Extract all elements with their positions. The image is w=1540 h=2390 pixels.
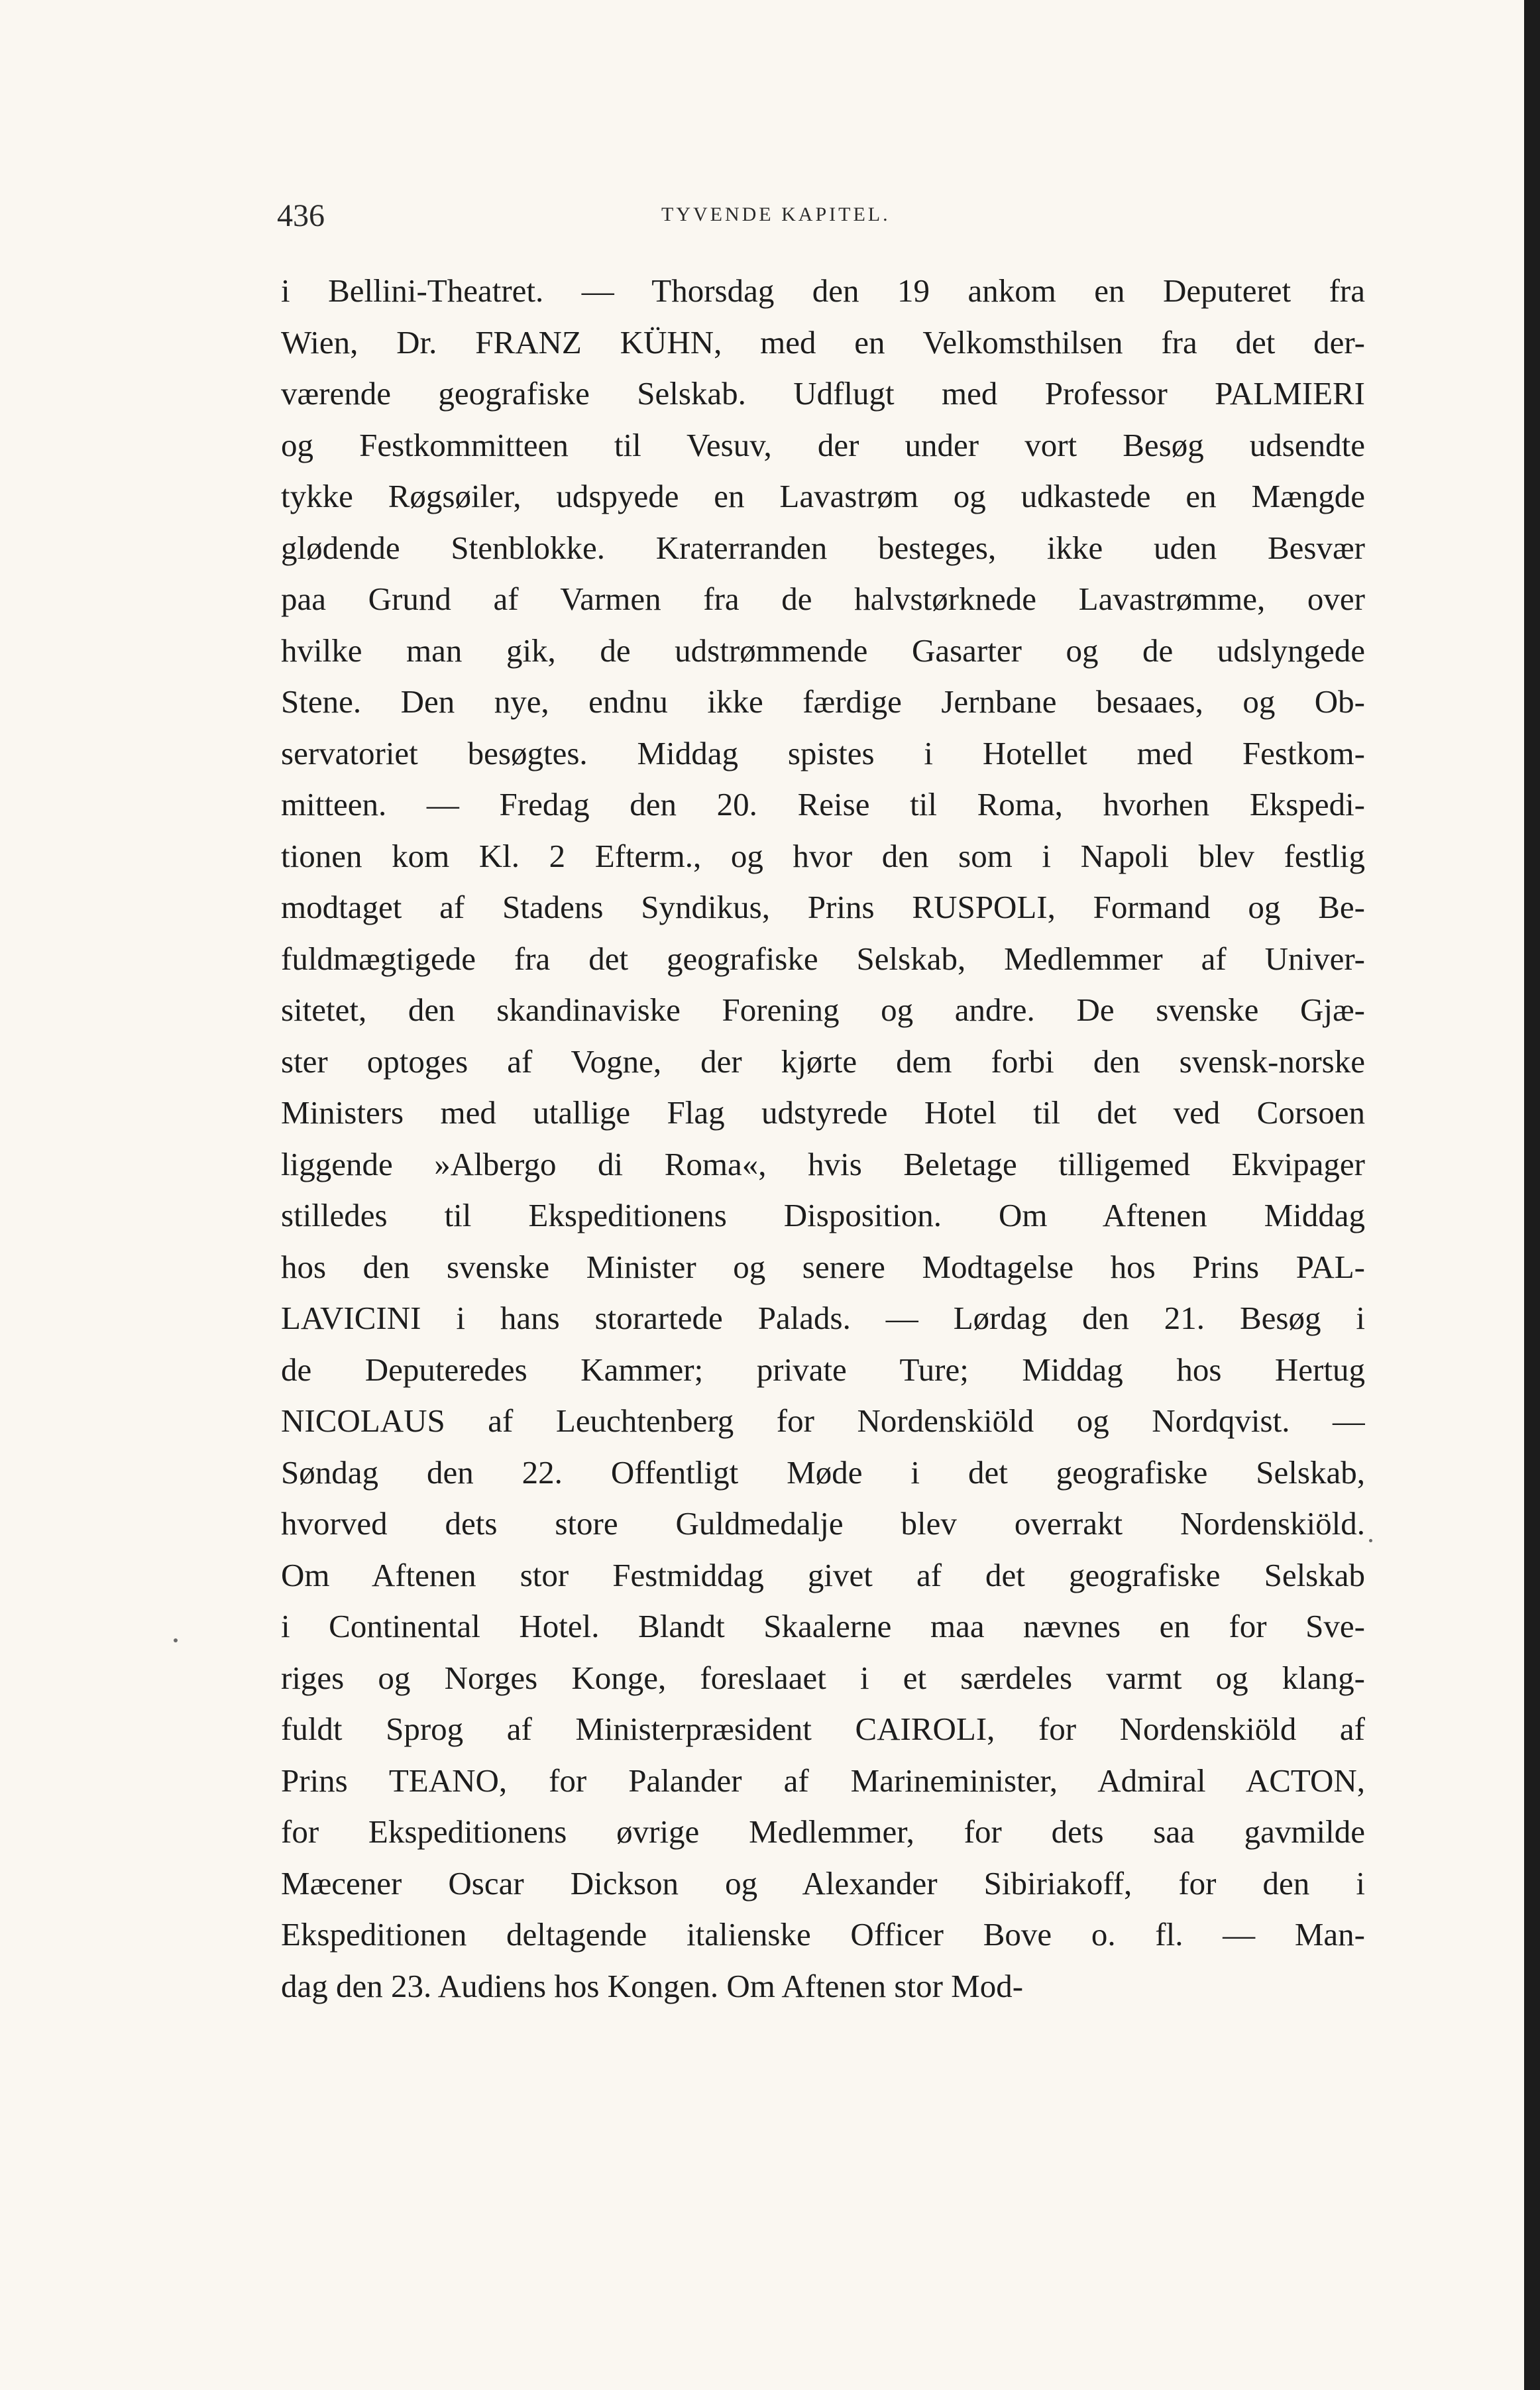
- text-line: hvorved dets store Guldmedalje blev overrakt Nordenskiöld.: [281, 1505, 1365, 1542]
- text-line: og Festkommitteen til Vesuv, der under vort Besøg udsendte: [281, 426, 1365, 463]
- text-line: hos den svenske Minister og senere Modtagelse hos Prins PAL-: [281, 1248, 1365, 1285]
- paper-speck: [1369, 1539, 1372, 1542]
- text-line: værende geografiske Selskab. Udflugt med Professor PALMIERI: [281, 375, 1365, 412]
- text-line: Om Aftenen stor Festmiddag givet af det geografiske Selskab: [281, 1556, 1365, 1593]
- text-line: paa Grund af Varmen fra de halvstørknede Lavastrømme, over: [281, 581, 1365, 617]
- text-line: servatoriet besøgtes. Middag spistes i Hotellet med Festkom-: [281, 734, 1365, 771]
- text-line: Søndag den 22. Offentligt Møde i det geografiske Selskab,: [281, 1453, 1365, 1491]
- text-line: for Ekspeditionens øvrige Medlemmer, for dets saa gavmilde: [281, 1813, 1365, 1850]
- text-line: riges og Norges Konge, foreslaaet i et særdeles varmt og klang-: [281, 1659, 1365, 1696]
- text-line: Mæcener Oscar Dickson og Alexander Sibiriakoff, for den i: [281, 1864, 1365, 1902]
- text-line: Wien, Dr. FRANZ KÜHN, med en Velkomsthilsen fra det der-: [281, 323, 1365, 361]
- text-line: tykke Røgsøiler, udspyede en Lavastrøm og udkastede en Mængde: [281, 478, 1365, 514]
- paper-speck: [174, 1638, 178, 1642]
- text-line: mitteen. — Fredag den 20. Reise til Roma, hvorhen Ekspedi-: [281, 786, 1365, 823]
- text-line: Ekspeditionen deltagende italienske Officer Bove o. fl. — Man-: [281, 1916, 1365, 1953]
- page-number: 436: [277, 198, 325, 233]
- text-line: LAVICINI i hans storartede Palads. — Lørdag den 21. Besøg i: [281, 1300, 1365, 1336]
- text-line: Stene. Den nye, endnu ikke færdige Jernbane besaaes, og Ob-: [281, 683, 1365, 720]
- text-line: fuldmægtigede fra det geografiske Selskab, Medlemmer af Univer-: [281, 940, 1365, 977]
- text-line: sitetet, den skandinaviske Forening og andre. De svenske Gjæ-: [281, 992, 1365, 1028]
- running-head: TYVENDE KAPITEL.: [661, 203, 891, 225]
- text-line: fuldt Sprog af Ministerpræsident CAIROLI, for Nordenskiöld af: [281, 1711, 1365, 1747]
- text-line: stilledes til Ekspeditionens Disposition. Om Aftenen Middag: [281, 1197, 1365, 1233]
- text-line: i Continental Hotel. Blandt Skaalerne maa nævnes en for Sve-: [281, 1608, 1365, 1644]
- page-header: [277, 196, 1370, 236]
- text-line: dag den 23. Audiens hos Kongen. Om Aftenen stor Mod-: [281, 1967, 1024, 2004]
- text-line: NICOLAUS af Leuchtenberg for Nordenskiöld og Nordqvist. —: [281, 1402, 1365, 1439]
- body-text: [281, 265, 1365, 2108]
- text-line: tionen kom Kl. 2 Efterm., og hvor den som i Napoli blev festlig: [281, 837, 1365, 874]
- text-line: Prins TEANO, for Palander af Marineminister, Admiral ACTON,: [281, 1762, 1365, 1799]
- text-line: de Deputeredes Kammer; private Ture; Middag hos Hertug: [281, 1351, 1365, 1388]
- text-line: hvilke man gik, de udstrømmende Gasarter og de udslyngede: [281, 632, 1365, 669]
- text-line: modtaget af Stadens Syndikus, Prins RUSPOLI, Formand og Be-: [281, 889, 1365, 925]
- text-line: Ministers med utallige Flag udstyrede Hotel til det ved Corsoen: [281, 1094, 1365, 1131]
- text-line: ster optoges af Vogne, der kjørte dem forbi den svensk-norske: [281, 1043, 1365, 1080]
- text-line: i Bellini-Theatret. — Thorsdag den 19 ankom en Deputeret fra: [281, 272, 1365, 309]
- text-line: glødende Stenblokke. Kraterranden besteges, ikke uden Besvær: [281, 529, 1365, 566]
- text-line: liggende »Albergo di Roma«, hvis Beletage tilligemed Ekvipager: [281, 1145, 1365, 1182]
